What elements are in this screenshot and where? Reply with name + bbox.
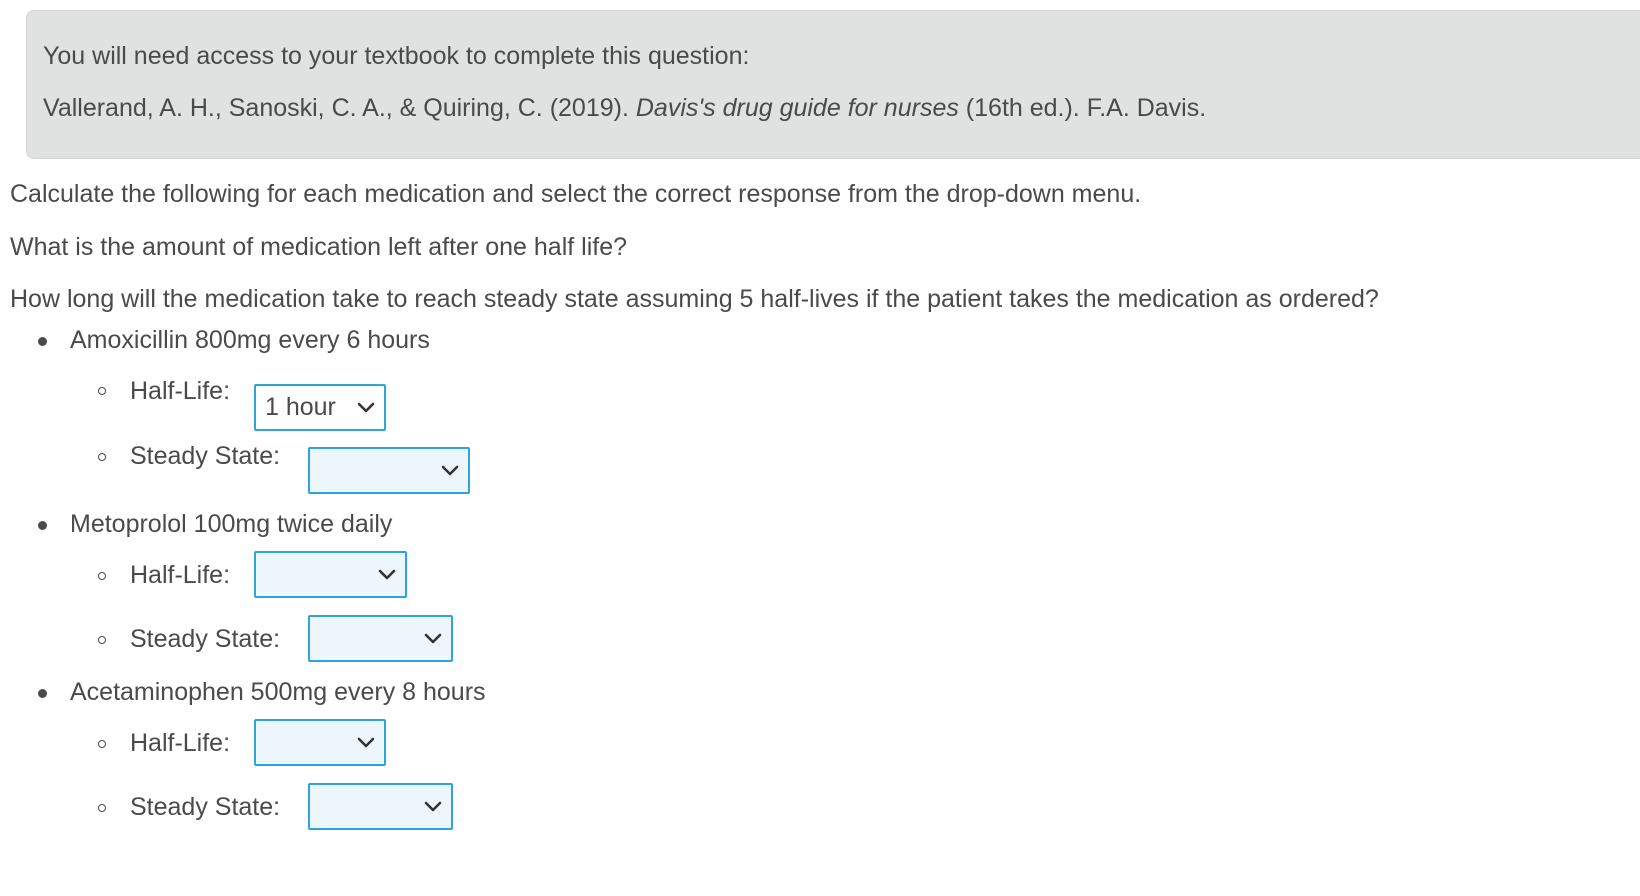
- sub-bullet-icon: [98, 387, 106, 395]
- bullet-icon: [38, 521, 47, 530]
- sub-bullet-icon: [98, 453, 106, 461]
- question-half-life: What is the amount of medication left after one half life?: [10, 233, 628, 261]
- medication-name-acetaminophen: Acetaminophen 500mg every 8 hours: [70, 678, 486, 706]
- question-steady-state: How long will the medication take to reach steady state assuming 5 half-lives if the patient takes the medication as ordered?: [10, 285, 1379, 313]
- notice-text: You will need access to your textbook to complete this question:: [43, 42, 750, 70]
- steady-state-label: Steady State:: [130, 793, 281, 821]
- sub-bullet-icon: [98, 804, 106, 812]
- chevron-down-icon: [357, 402, 375, 414]
- chevron-down-icon: [357, 737, 375, 749]
- citation-edition: (16th ed.). F.A. Davis.: [958, 94, 1207, 122]
- bullet-icon: [38, 689, 47, 698]
- instruction-text: Calculate the following for each medication and select the correct response from the drop-down menu.: [10, 180, 1142, 208]
- half-life-label: Half-Life:: [130, 561, 231, 589]
- steady-state-label: Steady State:: [130, 442, 281, 470]
- chevron-down-icon: [441, 465, 459, 477]
- selected-value: 1 hour: [265, 393, 336, 421]
- chevron-down-icon: [424, 633, 442, 645]
- citation-authors: Vallerand, A. H., Sanoski, C. A., & Quiring, C. (2019).: [43, 94, 636, 122]
- half-life-label: Half-Life:: [130, 729, 231, 757]
- chevron-down-icon: [424, 801, 442, 813]
- medication-name-metoprolol: Metoprolol 100mg twice daily: [70, 510, 393, 538]
- sub-bullet-icon: [98, 740, 106, 748]
- metoprolol-half-life-select[interactable]: [254, 551, 407, 598]
- steady-state-label: Steady State:: [130, 625, 281, 653]
- acetaminophen-half-life-select[interactable]: [254, 719, 386, 766]
- medication-name-amoxicillin: Amoxicillin 800mg every 6 hours: [70, 326, 430, 354]
- amoxicillin-half-life-select[interactable]: [254, 384, 386, 431]
- citation-title: Davis's drug guide for nurses: [635, 94, 959, 122]
- amoxicillin-steady-state-select[interactable]: [308, 447, 470, 494]
- sub-bullet-icon: [98, 636, 106, 644]
- sub-bullet-icon: [98, 572, 106, 580]
- acetaminophen-steady-state-select[interactable]: [308, 783, 453, 830]
- metoprolol-steady-state-select[interactable]: [308, 615, 453, 662]
- bullet-icon: [38, 337, 47, 346]
- chevron-down-icon: [378, 569, 396, 581]
- citation: [43, 94, 1206, 123]
- half-life-label: Half-Life:: [130, 377, 231, 405]
- textbook-notice: [26, 10, 1640, 159]
